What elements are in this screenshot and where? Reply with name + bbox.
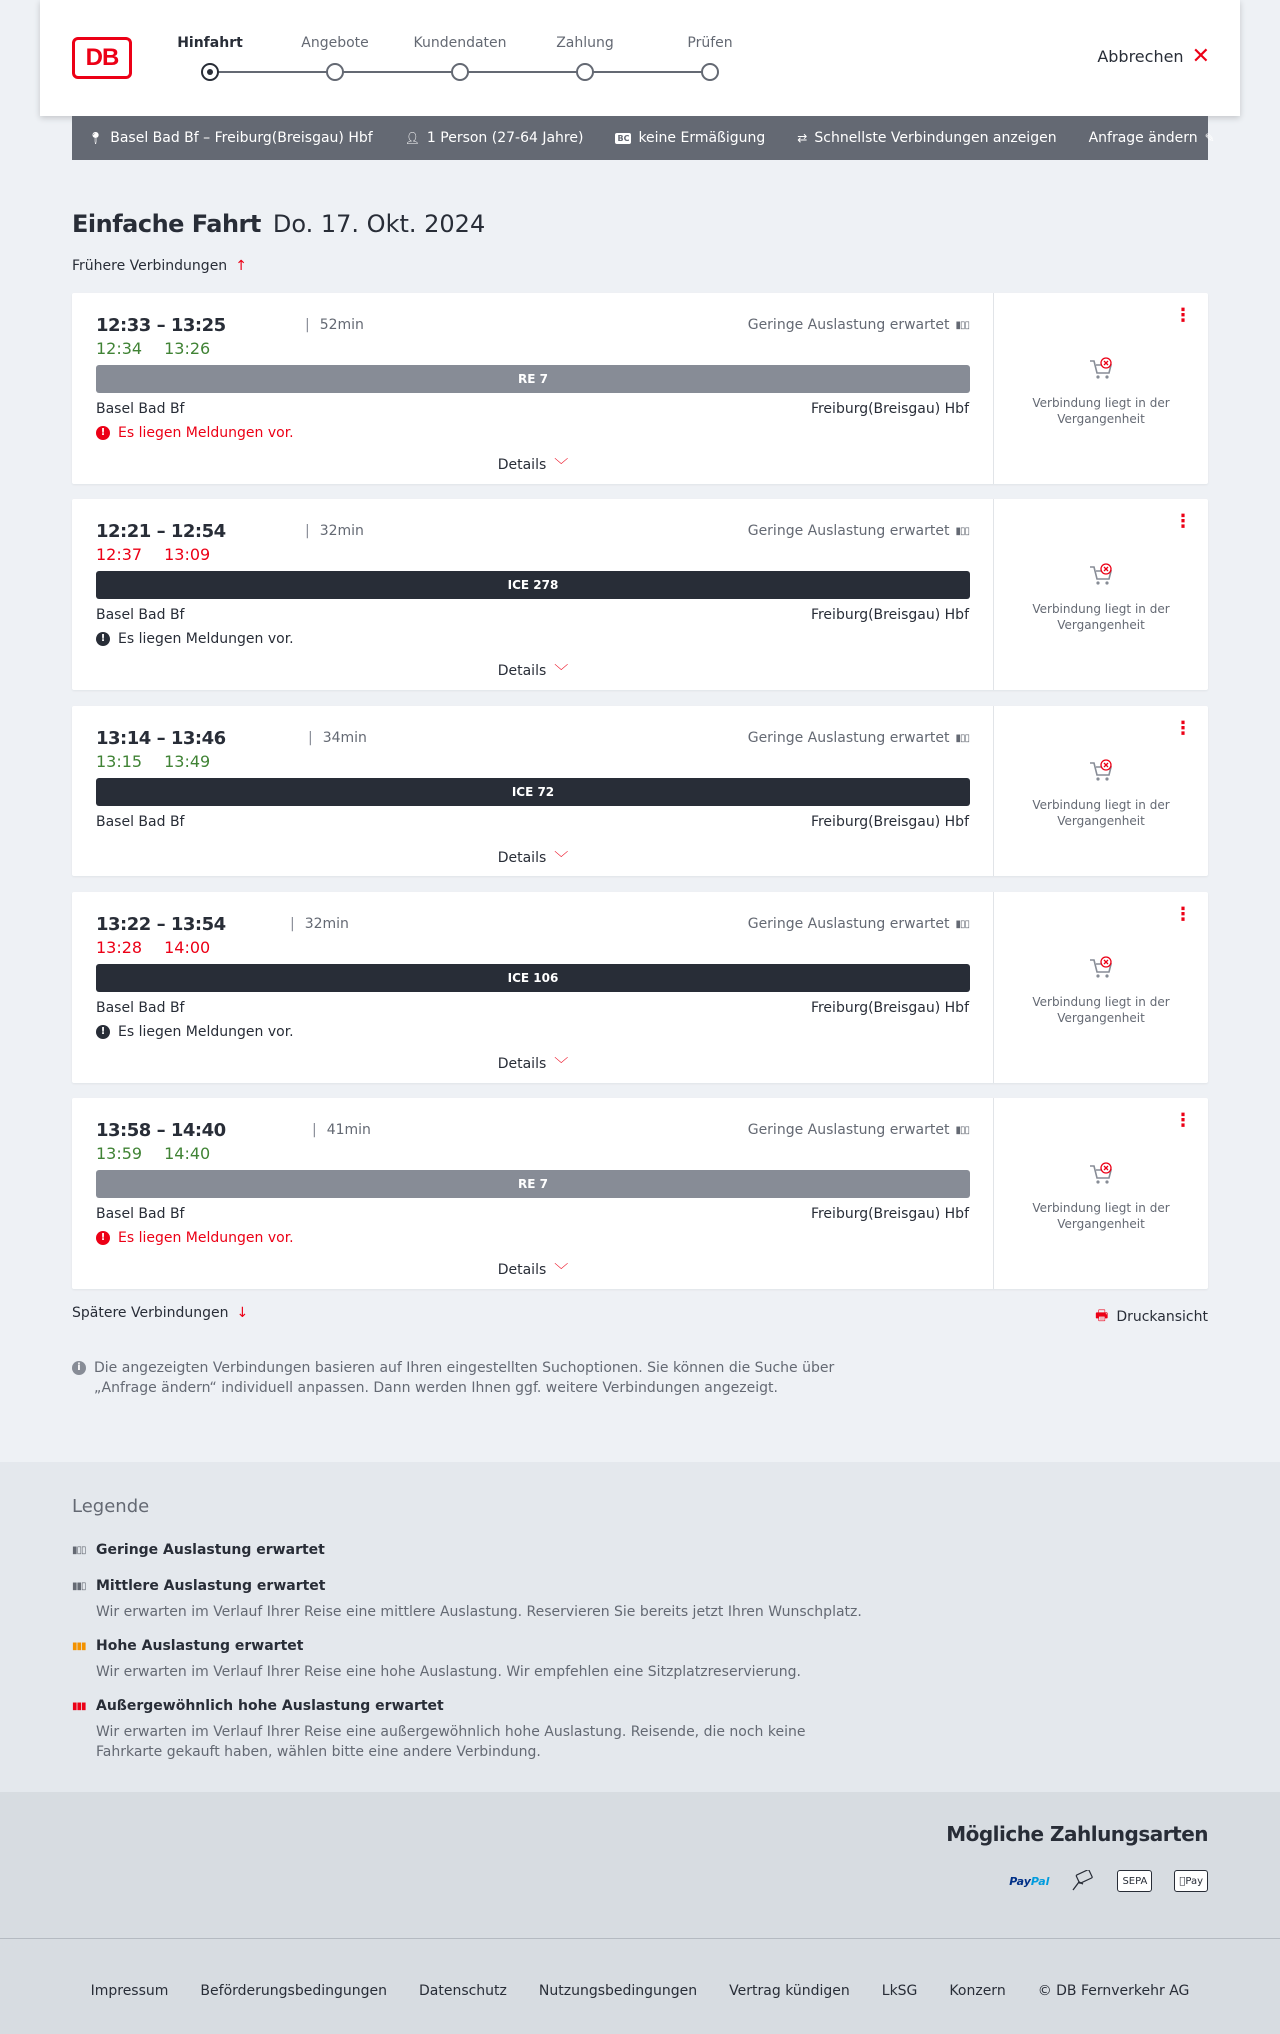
- alert-icon: !: [96, 426, 110, 440]
- footer-link-vertrag-kuendigen[interactable]: Vertrag kündigen: [729, 1983, 850, 1999]
- realtime-arrival: 13:26: [164, 339, 211, 358]
- connection-main: [72, 1098, 994, 1289]
- connection-status-panel: [994, 1098, 1208, 1289]
- footer-link-lksg[interactable]: LkSG: [881, 1983, 918, 1999]
- connection-status-panel: [994, 706, 1208, 876]
- past-connection-text: Verbindung liegt in der Vergangenheit: [1032, 602, 1170, 632]
- connection-message: [96, 1230, 294, 1246]
- chevron-down-icon: ﹀: [554, 458, 569, 474]
- details-label: Details: [497, 663, 547, 679]
- connection-message-text: Es liegen Meldungen vor.: [118, 425, 294, 441]
- cancel-label: Abbrechen: [1097, 47, 1184, 66]
- connection-status-panel: [994, 499, 1208, 690]
- origin-station: Basel Bad Bf: [96, 401, 185, 417]
- legend-item-title: Außergewöhnlich hohe Auslastung erwartet: [96, 1698, 444, 1714]
- connection-message-text: Es liegen Meldungen vor.: [118, 1230, 294, 1246]
- details-label: Details: [497, 1056, 547, 1072]
- past-connection-text: Verbindung liegt in der Vergangenheit: [1032, 396, 1170, 426]
- cart-unavailable-icon: [1087, 561, 1115, 589]
- past-connection-text: Verbindung liegt in der Vergangenheit: [1032, 995, 1170, 1025]
- trip-date: Do. 17. Okt. 2024: [272, 210, 486, 238]
- edit-request-button[interactable]: [1089, 130, 1215, 146]
- legend-item-low: [72, 1542, 872, 1558]
- footer: [0, 1938, 1280, 2034]
- origin-station: Basel Bad Bf: [96, 1206, 185, 1222]
- occupancy-text: Geringe Auslastung erwartet: [747, 1122, 950, 1138]
- legend-item-text: Wir erwarten im Verlauf Ihrer Reise eine außergewöhnlich hohe Auslastung. Reisende, die noch keine Fahrkarte gekauft haben, wählen bitte eine andere Verbindung.: [96, 1724, 806, 1760]
- realtime-departure: 13:59: [96, 1144, 143, 1163]
- footer-link-nutzungsbedingungen[interactable]: Nutzungsbedingungen: [538, 1983, 698, 1999]
- connection-times: 13:58 – 14:40: [96, 1120, 226, 1141]
- payment-icons: [1009, 1870, 1208, 1892]
- route-text: Basel Bad Bf – Freiburg(Breisgau) Hbf: [110, 130, 373, 146]
- connection-duration: | 32min: [305, 523, 364, 539]
- low-occupancy-icon: ▮▯▯: [955, 319, 969, 331]
- connection-times: 12:33 – 13:25: [96, 315, 226, 336]
- details-toggle[interactable]: [72, 848, 994, 868]
- connection-card[interactable]: [72, 1098, 1208, 1289]
- credit-card-icon: [1071, 1870, 1095, 1892]
- arrow-up-icon: ↑: [235, 258, 247, 274]
- alert-icon: !: [96, 632, 110, 646]
- sepa-icon: SEPA: [1117, 1870, 1152, 1892]
- db-logo[interactable]: DB: [72, 37, 132, 79]
- cancel-button[interactable]: [1097, 43, 1210, 69]
- connection-duration: | 52min: [305, 317, 364, 333]
- realtime-times: [96, 938, 232, 957]
- step-kundendaten-dot: [451, 63, 469, 81]
- legend-item-exceptional: [72, 1698, 872, 1762]
- location-pin-icon: 📍︎: [88, 131, 104, 145]
- low-occupancy-icon: ▮▯▯: [955, 732, 969, 744]
- realtime-arrival: 13:09: [164, 545, 211, 564]
- occupancy-info: [748, 523, 969, 539]
- realtime-times: [96, 752, 232, 771]
- footer-link-impressum[interactable]: Impressum: [90, 1983, 169, 1999]
- train-bar[interactable]: RE 7: [96, 365, 970, 393]
- payment-methods-section: [0, 1792, 1280, 1938]
- connection-duration: | 34min: [308, 730, 367, 746]
- low-occupancy-icon: ▮▯▯: [955, 918, 969, 930]
- origin-station: Basel Bad Bf: [96, 607, 185, 623]
- passenger-summary: [405, 130, 584, 146]
- connection-duration: | 32min: [290, 916, 349, 932]
- realtime-arrival: 14:40: [164, 1144, 211, 1163]
- step-zahlung-label: Zahlung: [556, 35, 614, 51]
- realtime-times: [96, 1144, 232, 1163]
- paypal-icon: Pay Pal: [1009, 1874, 1050, 1888]
- printer-icon: 🖶︎: [1095, 1308, 1109, 1324]
- destination-station: Freiburg(Breisgau) Hbf: [810, 1206, 969, 1222]
- trip-type: Einfache Fahrt: [72, 210, 261, 238]
- details-label: Details: [497, 457, 547, 473]
- footer-link-befoerderungsbedingungen[interactable]: Beförderungsbedingungen: [200, 1983, 387, 1999]
- discount-text: keine Ermäßigung: [638, 130, 766, 146]
- train-bar[interactable]: ICE 278: [96, 571, 970, 599]
- chevron-down-icon: ﹀: [554, 1263, 569, 1279]
- details-label: Details: [497, 1262, 547, 1278]
- chevron-down-icon: ﹀: [554, 664, 569, 680]
- later-connections-label: Spätere Verbindungen: [72, 1305, 229, 1321]
- occupancy-text: Geringe Auslastung erwartet: [747, 523, 950, 539]
- realtime-departure: 12:34: [96, 339, 143, 358]
- person-icon: 👤︎: [404, 131, 420, 145]
- edit-request-label: Anfrage ändern: [1088, 130, 1198, 146]
- step-pruefen-dot: [701, 63, 719, 81]
- realtime-times: [96, 545, 232, 564]
- connection-main: [72, 499, 994, 690]
- past-connection-text: Verbindung liegt in der Vergangenheit: [1032, 1201, 1170, 1231]
- connection-card[interactable]: [72, 499, 1208, 690]
- occupancy-text: Geringe Auslastung erwartet: [747, 916, 950, 932]
- connection-message: [96, 425, 294, 441]
- low-occupancy-icon: ▮▯▯: [72, 1544, 86, 1556]
- low-occupancy-icon: ▮▯▯: [955, 525, 969, 537]
- chevron-down-icon: ﹀: [554, 1057, 569, 1073]
- apple-pay-label: Pay: [1185, 1875, 1203, 1887]
- more-options-icon[interactable]: ⋮: [1174, 305, 1192, 326]
- details-toggle[interactable]: [72, 455, 994, 475]
- past-connection-text: Verbindung liegt in der Vergangenheit: [1032, 798, 1170, 828]
- cart-unavailable-icon: [1087, 757, 1115, 785]
- connection-card[interactable]: [72, 892, 1208, 1083]
- destination-station: Freiburg(Breisgau) Hbf: [810, 607, 969, 623]
- alert-icon: !: [96, 1231, 110, 1245]
- occupancy-text: Geringe Auslastung erwartet: [747, 730, 950, 746]
- apple-pay-icon: [1174, 1870, 1208, 1892]
- details-toggle[interactable]: [72, 1260, 994, 1280]
- low-occupancy-icon: ▮▯▯: [955, 1124, 969, 1136]
- step-angebote-label: Angebote: [301, 35, 369, 51]
- connection-times: 12:21 – 12:54: [96, 521, 226, 542]
- connection-main: [72, 706, 994, 876]
- footer-link-datenschutz[interactable]: Datenschutz: [418, 1983, 507, 1999]
- connection-main: [72, 892, 994, 1083]
- details-label: Details: [497, 850, 547, 866]
- occupancy-info: [748, 317, 969, 333]
- chevron-down-icon: ﹀: [554, 851, 569, 867]
- connection-message-text: Es liegen Meldungen vor.: [118, 1024, 294, 1040]
- more-options-icon[interactable]: ⋮: [1174, 904, 1192, 925]
- search-note-text: Die angezeigten Verbindungen basieren auf Ihren eingestellten Suchoptionen. Sie können die Suche über „Anfrage ändern“ individuell anpassen. Dann werden Ihnen ggf. weitere Verbindungen angezeigt.: [94, 1360, 835, 1396]
- earlier-connections-label: Frühere Verbindungen: [72, 258, 228, 274]
- booking-header: [40, 0, 1240, 116]
- cart-unavailable-icon: [1087, 355, 1115, 383]
- legend-title: Legende: [72, 1496, 150, 1517]
- later-connections-link[interactable]: [72, 1305, 248, 1321]
- option-summary: [797, 130, 1056, 146]
- info-icon: i: [72, 1361, 86, 1375]
- print-view-button[interactable]: [1095, 1305, 1208, 1329]
- occupancy-info: [748, 1122, 969, 1138]
- destination-station: Freiburg(Breisgau) Hbf: [810, 814, 969, 830]
- train-bar[interactable]: ICE 72: [96, 778, 970, 806]
- legend-section: [0, 1462, 1280, 1792]
- footer-links: [0, 1983, 1280, 1999]
- step-hinfahrt-label: Hinfahrt: [177, 35, 243, 51]
- destination-station: Freiburg(Breisgau) Hbf: [810, 1000, 969, 1016]
- more-options-icon[interactable]: ⋮: [1174, 718, 1192, 739]
- more-options-icon[interactable]: ⋮: [1174, 1110, 1192, 1131]
- connection-status-panel: [994, 293, 1208, 484]
- legend-item-text: Wir erwarten im Verlauf Ihrer Reise eine hohe Auslastung. Wir empfehlen eine Sitzplatzreservierung.: [96, 1664, 801, 1680]
- swap-arrows-icon: ⇄: [797, 131, 808, 145]
- connection-card[interactable]: [72, 706, 1208, 876]
- occupancy-info: [748, 730, 969, 746]
- details-toggle[interactable]: [72, 1054, 994, 1074]
- realtime-departure: 13:28: [96, 938, 143, 957]
- route-summary: [88, 130, 373, 146]
- train-bar[interactable]: RE 7: [96, 1170, 970, 1198]
- discount-summary: [615, 130, 765, 146]
- train-bar[interactable]: ICE 106: [96, 964, 970, 992]
- footer-copyright: © DB Fernverkehr AG: [1037, 1983, 1190, 1999]
- exceptional-occupancy-icon: ▮▮▮: [72, 1700, 86, 1712]
- arrow-down-icon: ↓: [236, 1305, 249, 1321]
- print-view-label: Druckansicht: [1116, 1309, 1208, 1325]
- legend-item-medium: [72, 1578, 872, 1622]
- origin-station: Basel Bad Bf: [96, 814, 185, 830]
- origin-station: Basel Bad Bf: [96, 1000, 185, 1016]
- details-toggle[interactable]: [72, 661, 994, 681]
- close-icon: ✕: [1191, 43, 1210, 69]
- earlier-connections-link[interactable]: [72, 258, 247, 274]
- step-kundendaten-label: Kundendaten: [413, 35, 507, 51]
- realtime-departure: 13:15: [96, 752, 143, 771]
- pencil-icon: ✎: [1204, 131, 1215, 145]
- connection-card[interactable]: [72, 293, 1208, 484]
- step-pruefen-label: Prüfen: [687, 35, 733, 51]
- medium-occupancy-icon: ▮▮▯: [72, 1580, 86, 1592]
- connection-duration: | 41min: [312, 1122, 371, 1138]
- occupancy-info: [748, 916, 969, 932]
- legend-item-title: Geringe Auslastung erwartet: [96, 1542, 325, 1558]
- connection-times: 13:22 – 13:54: [96, 914, 226, 935]
- search-note: [72, 1358, 852, 1398]
- alert-icon: !: [96, 1025, 110, 1039]
- bahncard-icon: BC: [617, 133, 630, 143]
- realtime-arrival: 14:00: [164, 938, 211, 957]
- occupancy-text: Geringe Auslastung erwartet: [747, 317, 950, 333]
- connection-message-text: Es liegen Meldungen vor.: [118, 631, 294, 647]
- connection-status-panel: [994, 892, 1208, 1083]
- passenger-text: 1 Person (27-64 Jahre): [426, 130, 584, 146]
- option-text: Schnellste Verbindungen anzeigen: [814, 130, 1057, 146]
- footer-link-konzern[interactable]: Konzern: [949, 1983, 1006, 1999]
- legend-item-text: Wir erwarten im Verlauf Ihrer Reise eine mittlere Auslastung. Reservieren Sie bereits jetzt Ihren Wunschplatz.: [96, 1604, 862, 1620]
- step-angebote-dot: [326, 63, 344, 81]
- more-options-icon[interactable]: ⋮: [1174, 511, 1192, 532]
- page-title: [72, 210, 485, 238]
- realtime-departure: 12:37: [96, 545, 143, 564]
- realtime-times: [96, 339, 232, 358]
- high-occupancy-icon: ▮▮▮: [72, 1640, 86, 1652]
- connection-main: [72, 293, 994, 484]
- destination-station: Freiburg(Breisgau) Hbf: [810, 401, 969, 417]
- search-summary-bar: [72, 116, 1215, 160]
- connection-times: 13:14 – 13:46: [96, 728, 226, 749]
- cart-unavailable-icon: [1087, 1160, 1115, 1188]
- connection-message: [96, 631, 294, 647]
- legend-item-title: Mittlere Auslastung erwartet: [96, 1578, 326, 1594]
- step-hinfahrt-dot: [201, 63, 219, 81]
- cart-unavailable-icon: [1087, 954, 1115, 982]
- legend-item-high: [72, 1638, 872, 1682]
- payment-title: Mögliche Zahlungsarten: [946, 1822, 1208, 1846]
- legend-item-title: Hohe Auslastung erwartet: [96, 1638, 304, 1654]
- connection-message: [96, 1024, 294, 1040]
- realtime-arrival: 13:49: [164, 752, 211, 771]
- step-zahlung-dot: [576, 63, 594, 81]
